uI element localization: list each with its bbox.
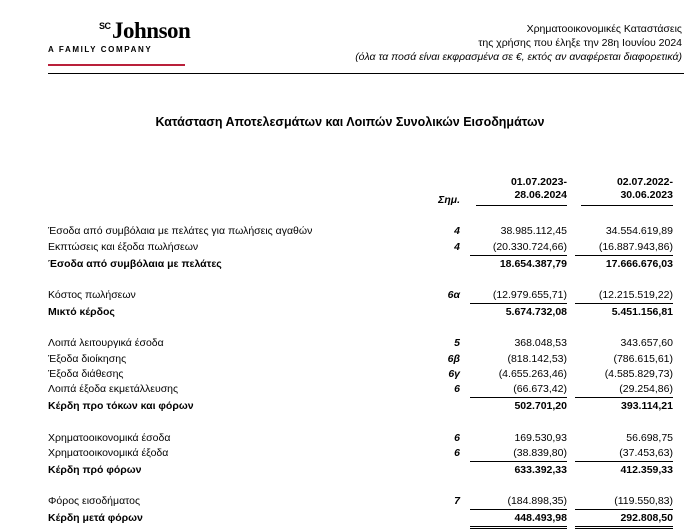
row-note: 6β: [447, 353, 460, 365]
row-value-current: (818.142,53): [507, 353, 567, 365]
period-1-header-line2: 28.06.2024: [514, 189, 567, 201]
period-2-header-rule: [581, 205, 673, 206]
row-value-prior: 292.808,50: [620, 512, 673, 524]
table-row: [48, 446, 673, 460]
subtotal-rule: [470, 303, 567, 304]
logo-name: Johnson: [112, 18, 191, 43]
row-label: Έσοδα από συμβόλαια με πελάτες: [48, 258, 222, 270]
subtotal-row: [48, 257, 673, 271]
row-value-current: (12.979.655,71): [492, 289, 567, 301]
row-value-current: (66.673,42): [513, 383, 567, 395]
row-note: 4: [454, 241, 460, 253]
subtotal-row: [48, 305, 673, 319]
row-label: Κέρδη πρό φόρων: [48, 464, 142, 476]
row-label: Μικτό κέρδος: [48, 306, 115, 318]
subtotal-rule: [575, 461, 673, 462]
row-label: Έξοδα διάθεσης: [48, 368, 124, 380]
row-note: 5: [454, 337, 460, 349]
subtotal-row: [48, 399, 673, 413]
row-label: Χρηματοοικονομικά έσοδα: [48, 432, 171, 444]
period-2-header-line2: 30.06.2023: [620, 189, 673, 201]
table-row: [48, 352, 673, 366]
period-1-header: [470, 176, 567, 202]
row-value-prior: 34.554.619,89: [605, 225, 673, 237]
subtotal-rule: [470, 509, 567, 510]
row-note: 6α: [447, 289, 460, 301]
row-label: Έξοδα διοίκησης: [48, 353, 127, 365]
period-1-header-rule: [476, 205, 567, 206]
logo-underline: [48, 64, 185, 66]
row-value-prior: 412.359,33: [620, 464, 673, 476]
logo-wordmark: [99, 18, 191, 43]
table-row: [48, 382, 673, 396]
subtotal-rule: [470, 461, 567, 462]
row-value-current: 448.493,98: [514, 512, 567, 524]
row-note: 6: [454, 432, 460, 444]
row-value-prior: (37.453,63): [619, 447, 673, 459]
row-value-current: (38.839,80): [513, 447, 567, 459]
row-value-prior: 5.451.156,81: [611, 306, 673, 318]
table-row: [48, 494, 673, 508]
row-value-prior: (12.215.519,22): [598, 289, 673, 301]
row-note: 6: [454, 447, 460, 459]
row-value-prior: (16.887.943,86): [598, 241, 673, 253]
header-line-3: (όλα τα ποσά είναι εκφρασμένα σε €, εκτός αν αναφέρεται διαφορετικά): [355, 51, 682, 63]
row-label: Έσοδα από συμβόλαια με πελάτες για πωλήσεις αγαθών: [48, 225, 313, 237]
subtotal-rule: [575, 397, 673, 398]
row-value-current: (20.330.724,66): [492, 241, 567, 253]
period-2-header-line1: 02.07.2022-: [616, 176, 673, 188]
row-value-current: 502.701,20: [514, 400, 567, 412]
total-double-rule: [575, 526, 673, 527]
row-value-current: 18.654.387,79: [499, 258, 567, 270]
row-label: Κόστος πωλήσεων: [48, 289, 136, 301]
total-double-rule: [470, 528, 567, 529]
row-note: 4: [454, 225, 460, 237]
row-value-current: (184.898,35): [507, 495, 567, 507]
subtotal-rule: [470, 397, 567, 398]
subtotal-rule: [575, 303, 673, 304]
row-value-current: 633.392,33: [514, 464, 567, 476]
total-double-rule: [470, 526, 567, 527]
row-value-prior: 393.114,21: [621, 400, 673, 412]
row-value-prior: 56.698,75: [626, 432, 673, 444]
row-label: Λοιπά λειτουργικά έσοδα: [48, 337, 164, 349]
row-label: Χρηματοοικονομικά έξοδα: [48, 447, 169, 459]
subtotal-rule: [575, 255, 673, 256]
header-line-2: της χρήσης που έληξε την 28η Ιουνίου 2024: [478, 37, 682, 49]
period-2-header: [575, 176, 673, 202]
period-1-header-line1: 01.07.2023-: [510, 176, 567, 188]
row-label: Λοιπά έξοδα εκμετάλλευσης: [48, 383, 179, 395]
header-line-1: Χρηματοοικονομικές Καταστάσεις: [526, 23, 682, 35]
note-column-header: Σημ.: [438, 194, 460, 206]
row-value-current: 38.985.112,45: [500, 225, 567, 237]
subtotal-rule: [470, 255, 567, 256]
row-value-prior: 343.657,60: [620, 337, 673, 349]
table-row: [48, 336, 673, 350]
row-value-prior: (786.615,61): [613, 353, 673, 365]
header-divider: [48, 73, 684, 74]
statement-title: Κατάσταση Αποτελεσμάτων και Λοιπών Συνολικών Εισοδημάτων: [155, 115, 545, 129]
statement-header: [355, 22, 682, 64]
table-row: [48, 367, 673, 381]
table-row: [48, 431, 673, 445]
row-value-prior: (29.254,86): [619, 383, 673, 395]
row-label: Κέρδη μετά φόρων: [48, 512, 143, 524]
row-value-prior: (4.585.829,73): [604, 368, 673, 380]
row-note: 6: [454, 383, 460, 395]
table-row: [48, 224, 673, 238]
row-note: 6γ: [448, 368, 460, 380]
row-value-prior: (119.550,83): [614, 495, 673, 507]
row-label: Εκπτώσεις και έξοδα πωλήσεων: [48, 241, 199, 253]
subtotal-rule: [575, 509, 673, 510]
company-logo: [48, 18, 191, 54]
row-value-prior: 17.666.676,03: [605, 258, 673, 270]
table-row: [48, 288, 673, 302]
row-value-current: 5.674.732,08: [505, 306, 567, 318]
logo-sc-mark: SC: [99, 21, 111, 31]
row-label: Κέρδη προ τόκων και φόρων: [48, 400, 194, 412]
row-value-current: 368.048,53: [514, 337, 567, 349]
row-value-current: (4.655.263,46): [498, 368, 567, 380]
total-double-rule: [575, 528, 673, 529]
row-value-current: 169.530,93: [514, 432, 567, 444]
row-label: Φόρος εισοδήματος: [48, 495, 141, 507]
table-row: [48, 240, 673, 254]
total-row: [48, 511, 673, 525]
row-note: 7: [454, 495, 460, 507]
logo-tagline: A FAMILY COMPANY: [48, 45, 153, 54]
subtotal-row: [48, 463, 673, 477]
